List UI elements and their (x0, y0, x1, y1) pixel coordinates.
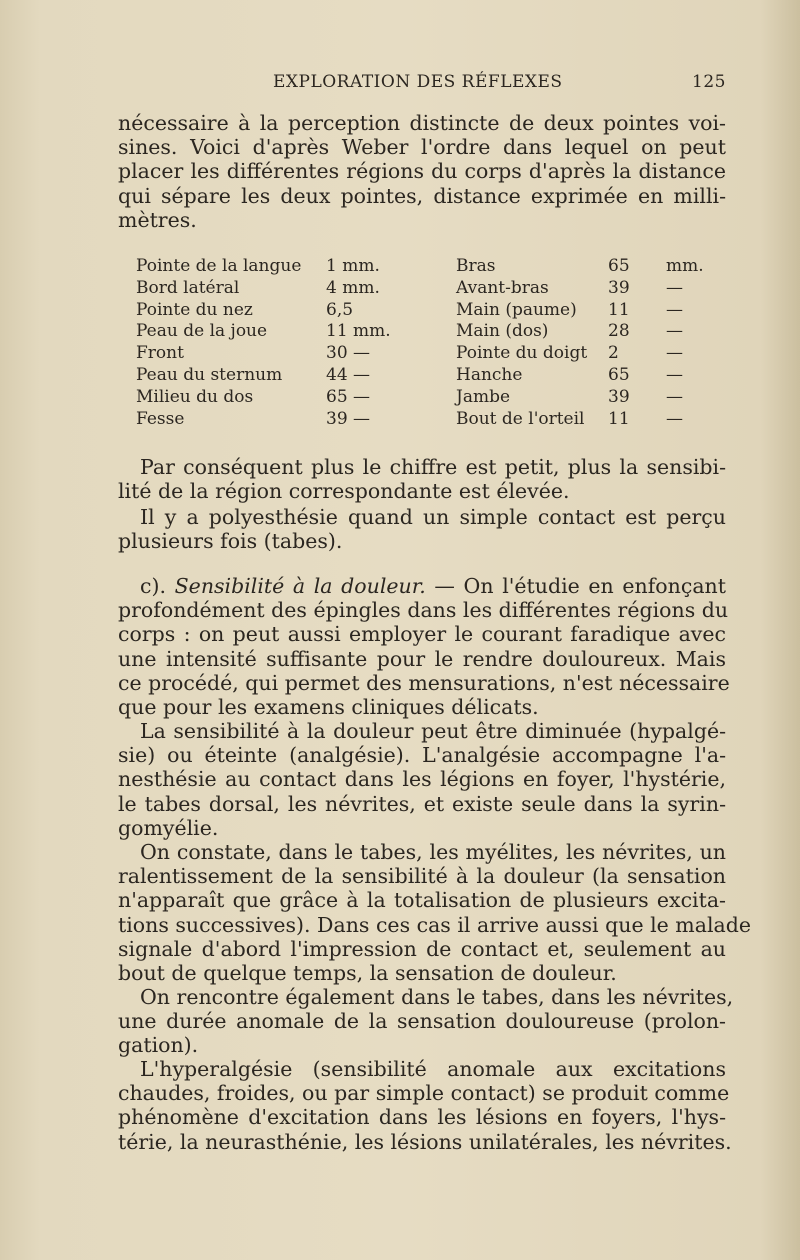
running-header (118, 72, 726, 98)
value-left: 4 mm. (326, 277, 380, 298)
text-line: qui sépare les deux pointes, distance exprimée en milli- (118, 183, 726, 208)
polyesthesie-paragraph (118, 505, 726, 553)
section-c-first-line (118, 574, 726, 598)
text-line: Par conséquent plus le chiffre est petit, plus la sensibi- (140, 455, 726, 479)
consequence-paragraph (118, 455, 726, 503)
region-left: Front (136, 343, 184, 364)
value-right: 65 (608, 256, 630, 276)
section-first-line-text: — On l'étudie en enfonçant (434, 574, 726, 598)
unit-right: mm. (666, 256, 704, 276)
region-left: Fesse (136, 408, 185, 429)
intro-paragraph (118, 111, 726, 232)
prolongation-paragraph (118, 985, 734, 1058)
ralentissement-paragraph (118, 840, 751, 986)
section-heading: Sensibilité à la douleur. (174, 574, 426, 598)
value-left: 30 — (326, 343, 371, 364)
table-row (136, 256, 716, 278)
region-left: Bord latéral (136, 277, 240, 298)
text-line: mètres. (118, 207, 197, 232)
unit-right: — (666, 343, 683, 364)
region-right: Bras (456, 256, 496, 276)
text-line: une intensité suffisante pour le rendre douloureux. Mais (118, 646, 726, 671)
weber-distance-table (136, 256, 716, 430)
region-right: Pointe du doigt (456, 343, 588, 364)
page-number: 125 (692, 72, 726, 92)
region-left: Peau de la joue (136, 321, 268, 342)
text-line: sines. Voici d'après Weber l'ordre dans lequel on peut (118, 135, 726, 160)
value-right: 2 (608, 343, 619, 364)
text-line: plusieurs fois (tabes). (118, 529, 343, 554)
unit-right: — (666, 277, 683, 298)
table-row (136, 343, 716, 365)
text-line: gation). (118, 1033, 199, 1058)
region-right: Avant-bras (456, 277, 549, 298)
region-right: Jambe (456, 386, 511, 407)
text-line: signale d'abord l'impression de contact et, seulement au (118, 936, 726, 961)
table-row (136, 300, 716, 322)
table-row (136, 321, 716, 343)
text-line: bout de quelque temps, la sensation de douleur. (118, 961, 617, 986)
value-left: 11 mm. (326, 321, 391, 342)
value-left: 44 — (326, 364, 371, 385)
region-right: Bout de l'orteil (456, 408, 585, 429)
text-line: profondément des épingles dans les différentes régions du (118, 598, 729, 623)
text-line: térie, la neurasthénie, les lésions unilatérales, les névrites. (118, 1129, 732, 1154)
hypalgesie-paragraph (118, 719, 726, 840)
text-line: nesthésie au contact dans les légions en foyer, l'hystérie, (118, 767, 726, 792)
value-right: 39 (608, 386, 630, 407)
table-row (136, 365, 716, 387)
value-right: 65 (608, 364, 630, 385)
region-left: Peau du sternum (136, 364, 283, 385)
text-line: La sensibilité à la douleur peut être diminuée (hypalgé- (140, 719, 726, 743)
text-line: corps : on peut aussi employer le courant faradique avec (118, 622, 726, 647)
table-row (136, 387, 716, 409)
text-line: chaudes, froides, ou par simple contact) se produit comme (118, 1081, 730, 1106)
section-label: c). (140, 574, 166, 598)
region-left: Pointe du nez (136, 299, 253, 320)
text-line: placer les différentes régions du corps d'après la distance (118, 159, 726, 184)
region-left: Milieu du dos (136, 386, 254, 407)
text-line: On constate, dans le tabes, les myélites, les névrites, un (140, 840, 726, 864)
value-right: 11 (608, 299, 630, 320)
region-left: Pointe de la langue (136, 256, 302, 276)
table-row (136, 409, 716, 431)
text-line: On rencontre également dans le tabes, dans les névrites, (140, 985, 734, 1009)
value-right: 11 (608, 408, 630, 429)
value-right: 39 (608, 277, 630, 298)
section-c-paragraph (118, 574, 730, 720)
text-line: gomyélie. (118, 815, 219, 840)
text-line: ce procédé, qui permet des mensurations, n'est nécessaire (118, 670, 730, 695)
unit-right: — (666, 386, 683, 407)
header-title: EXPLORATION DES RÉFLEXES (273, 72, 563, 92)
text-line: phénomène d'excitation dans les lésions en foyers, l'hys- (118, 1105, 726, 1130)
text-line: que pour les examens cliniques délicats. (118, 695, 539, 720)
value-left: 39 — (326, 408, 371, 429)
value-left: 6,5 (326, 299, 354, 320)
text-line: L'hyperalgésie (sensibilité anomale aux excitations (140, 1057, 726, 1081)
text-line: n'apparaît que grâce à la totalisation de plusieurs excita- (118, 888, 726, 913)
text-line: lité de la région correspondante est élevée. (118, 479, 570, 504)
text-line: une durée anomale de la sensation douloureuse (prolon- (118, 1009, 726, 1034)
text-line: le tabes dorsal, les névrites, et existe seule dans la syrin- (118, 791, 726, 816)
region-right: Hanche (456, 364, 523, 385)
value-right: 28 (608, 321, 630, 342)
text-line: sie) ou éteinte (analgésie). L'analgésie accompagne l'a- (118, 743, 726, 768)
value-left: 65 — (326, 386, 371, 407)
table-row (136, 278, 716, 300)
text-line: Il y a polyesthésie quand un simple contact est perçu (140, 505, 726, 529)
unit-right: — (666, 321, 683, 342)
unit-right: — (666, 364, 683, 385)
text-line: ralentissement de la sensibilité à la douleur (la sensation (118, 864, 726, 889)
region-right: Main (paume) (456, 299, 577, 320)
unit-right: — (666, 299, 683, 320)
text-line: nécessaire à la perception distincte de deux pointes voi- (118, 111, 726, 135)
region-right: Main (dos) (456, 321, 549, 342)
hyperalgesie-paragraph (118, 1057, 732, 1154)
unit-right: — (666, 408, 683, 429)
text-line: tions successives). Dans ces cas il arrive aussi que le malade (118, 912, 751, 937)
value-left: 1 mm. (326, 256, 380, 276)
